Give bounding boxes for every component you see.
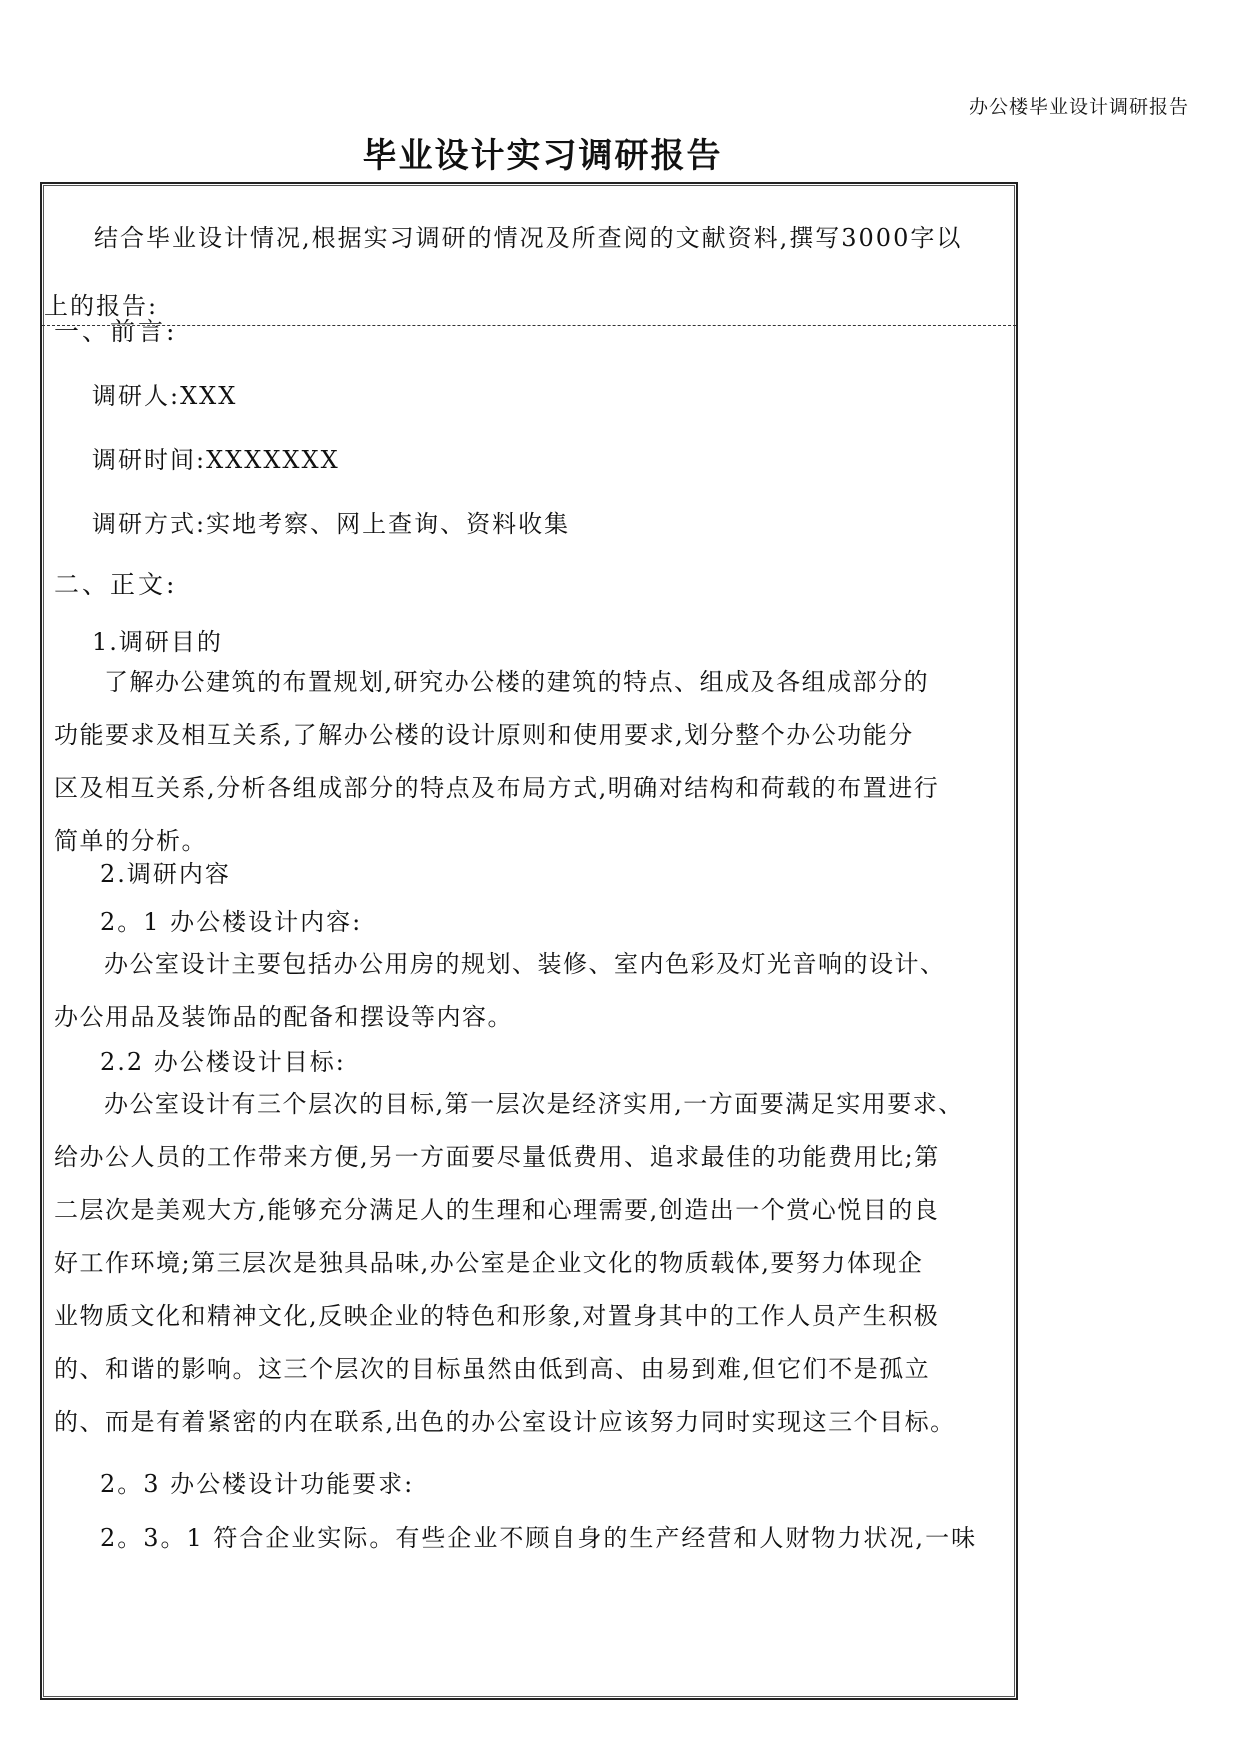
paragraph-line: 好工作环境;第三层次是独具品味,办公室是企业文化的物质载体,要努力体现企 bbox=[54, 1249, 924, 1277]
intro-line-1: 结合毕业设计情况,根据实习调研的情况及所查阅的文献资料,撰写3000字以 bbox=[94, 224, 963, 252]
intro-line-2: 上的报告: bbox=[44, 292, 159, 320]
paragraph-line: 功能要求及相互关系,了解办公楼的设计原则和使用要求,划分整个办公功能分 bbox=[54, 721, 914, 749]
paragraph-line: 区及相互关系,分析各组成部分的特点及布局方式,明确对结构和荷载的布置进行 bbox=[54, 774, 940, 802]
running-header: 办公楼毕业设计调研报告 bbox=[968, 96, 1189, 118]
paragraph-line: 给办公人员的工作带来方便,另一方面要尽量低费用、追求最佳的功能费用比;第 bbox=[54, 1143, 940, 1171]
section-2-1-title: 2。1 办公楼设计内容: bbox=[100, 908, 363, 936]
paragraph-line: 简单的分析。 bbox=[54, 827, 207, 855]
paragraph-line: 了解办公建筑的布置规划,研究办公楼的建筑的特点、组成及各组成部分的 bbox=[104, 668, 930, 696]
section-2-title: 2.调研内容 bbox=[100, 860, 231, 888]
dashed-divider bbox=[42, 325, 1016, 326]
paragraph-line: 的、和谐的影响。这三个层次的目标虽然由低到高、由易到难,但它们不是孤立 bbox=[54, 1355, 931, 1383]
section-2-2-title: 2.2 办公楼设计目标: bbox=[100, 1048, 346, 1076]
preface-heading: 一、前言: bbox=[54, 317, 178, 346]
paragraph-line: 办公室设计主要包括办公用房的规划、装修、室内色彩及灯光音响的设计、 bbox=[104, 950, 946, 978]
report-frame bbox=[40, 182, 1018, 1700]
paragraph-line: 二层次是美观大方,能够充分满足人的生理和心理需要,创造出一个赏心悦目的良 bbox=[54, 1196, 940, 1224]
researcher-line: 调研人:XXX bbox=[92, 382, 238, 410]
paragraph-line: 办公用品及装饰品的配备和摆设等内容。 bbox=[54, 1003, 513, 1031]
section-1-paragraph bbox=[54, 656, 1008, 868]
document-title: 毕业设计实习调研报告 bbox=[362, 136, 723, 176]
intro-instructions bbox=[42, 204, 1016, 340]
paragraph-line: 办公室设计有三个层次的目标,第一层次是经济实用,一方面要满足实用要求、 bbox=[104, 1090, 964, 1118]
section-2-2-paragraph bbox=[54, 1078, 1008, 1449]
paragraph-line: 的、而是有着紧密的内在联系,出色的办公室设计应该努力同时实现这三个目标。 bbox=[54, 1408, 956, 1436]
research-time-line: 调研时间:XXXXXXX bbox=[92, 446, 340, 474]
section-2-3-1-line: 2。3。1 符合企业实际。有些企业不顾自身的生产经营和人财物力状况,一味 bbox=[100, 1524, 978, 1552]
main-heading: 二、正文: bbox=[54, 570, 178, 599]
section-2-3-title: 2。3 办公楼设计功能要求: bbox=[100, 1470, 415, 1498]
research-method-line: 调研方式:实地考察、网上查询、资料收集 bbox=[92, 510, 571, 538]
section-1-title: 1.调研目的 bbox=[92, 628, 223, 656]
section-2-1-paragraph bbox=[54, 938, 1008, 1044]
paragraph-line: 业物质文化和精神文化,反映企业的特色和形象,对置身其中的工作人员产生积极 bbox=[54, 1302, 940, 1330]
